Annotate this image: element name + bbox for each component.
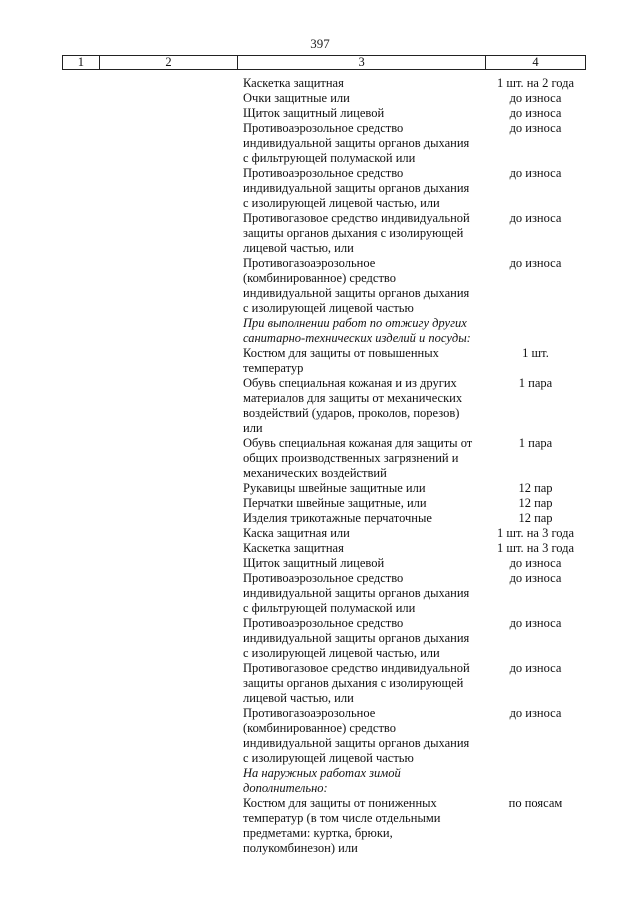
list-item <box>243 106 588 121</box>
item-name-line: с изолирующей лицевой частью, или <box>243 196 440 210</box>
item-norm: 1 пара <box>518 436 553 450</box>
item-norm: до износа <box>509 211 562 225</box>
item-name-line: Перчатки швейные защитные, или <box>243 496 427 510</box>
list-item <box>243 436 588 481</box>
list-item <box>243 706 588 766</box>
item-name <box>243 211 483 256</box>
item-name <box>243 571 483 616</box>
item-norm: 12 пар <box>518 481 553 495</box>
item-name-line: Противогазоаэрозольное <box>243 256 376 270</box>
item-name-line: предметами: куртка, брюки, <box>243 826 393 840</box>
item-name-line: воздействий (ударов, проколов, порезов) <box>243 406 460 420</box>
item-name <box>243 91 483 106</box>
item-norm: 12 пар <box>518 496 553 510</box>
item-name-line: (комбинированное) средство <box>243 721 396 735</box>
item-name-line: При выполнении работ по отжигу других <box>243 316 467 330</box>
item-name <box>243 436 483 481</box>
column-header-1: 1 <box>63 56 100 70</box>
item-name <box>243 511 483 526</box>
item-name-line: механических воздействий <box>243 466 387 480</box>
item-name-line: Противоаэрозольное средство <box>243 166 404 180</box>
item-name <box>243 496 483 511</box>
item-norm: 1 пара <box>518 376 553 390</box>
item-name-line: Щиток защитный лицевой <box>243 106 385 120</box>
item-name <box>243 556 483 571</box>
item-name <box>243 346 483 376</box>
list-item <box>243 511 588 526</box>
item-name-line: температур (в том числе отдельными <box>243 811 441 825</box>
item-norm: до износа <box>509 106 562 120</box>
item-name-line: защиты органов дыхания с изолирующей <box>243 226 464 240</box>
list-item <box>243 211 588 256</box>
list-item <box>243 616 588 661</box>
item-name-line: температур <box>243 361 304 375</box>
item-name-line: с фильтрующей полумаской или <box>243 151 416 165</box>
item-name-line: Противоаэрозольное средство <box>243 616 404 630</box>
list-item <box>243 91 588 106</box>
item-name-line: дополнительно: <box>243 781 328 795</box>
item-name-line: или <box>243 421 263 435</box>
protective-equipment-list <box>243 76 588 856</box>
item-norm: до износа <box>509 661 562 675</box>
list-item <box>243 571 588 616</box>
item-name <box>243 106 483 121</box>
item-norm: до износа <box>509 571 562 585</box>
item-norm: до износа <box>509 121 562 135</box>
section-heading <box>243 316 588 346</box>
item-name-line: индивидуальной защиты органов дыхания <box>243 286 470 300</box>
item-name-line: полукомбинезон) или <box>243 841 358 855</box>
item-name-line: индивидуальной защиты органов дыхания <box>243 586 470 600</box>
item-name-line: Противогазоаэрозольное <box>243 706 376 720</box>
item-name <box>243 166 483 211</box>
item-name-line: с изолирующей лицевой частью <box>243 301 414 315</box>
page-number: 397 <box>310 36 330 51</box>
item-norm: 1 шт. <box>522 346 549 360</box>
item-name <box>243 376 483 436</box>
item-norm: до износа <box>509 706 562 720</box>
list-item <box>243 76 588 91</box>
list-item <box>243 256 588 316</box>
list-item <box>243 481 588 496</box>
item-name-line: Изделия трикотажные перчаточные <box>243 511 432 525</box>
item-name-line: Каска защитная или <box>243 526 350 540</box>
column-header-2: 2 <box>99 56 238 70</box>
item-name-line: индивидуальной защиты органов дыхания <box>243 631 470 645</box>
column-header-3: 3 <box>238 56 486 70</box>
list-item <box>243 166 588 211</box>
item-name-line: Обувь специальная кожаная и из других <box>243 376 457 390</box>
item-name-line: Обувь специальная кожаная для защиты от <box>243 436 473 450</box>
item-name <box>243 121 483 166</box>
item-name <box>243 541 483 556</box>
item-name <box>243 76 483 91</box>
item-name-line: Противогазовое средство индивидуальной <box>243 211 470 225</box>
item-name <box>243 481 483 496</box>
item-name-line: лицевой частью, или <box>243 241 354 255</box>
item-norm: до износа <box>509 556 562 570</box>
list-item <box>243 541 588 556</box>
item-name-line: Противоаэрозольное средство <box>243 121 404 135</box>
item-name-line: Каскетка защитная <box>243 541 344 555</box>
section-heading <box>243 766 588 796</box>
item-name <box>243 796 483 856</box>
section-heading-text <box>243 766 483 796</box>
item-name-line: Костюм для защиты от повышенных <box>243 346 439 360</box>
item-name-line: санитарно-технических изделий и посуды: <box>243 331 471 345</box>
item-name-line: защиты органов дыхания с изолирующей <box>243 676 464 690</box>
column-header-row <box>63 56 586 70</box>
item-name-line: Рукавицы швейные защитные или <box>243 481 426 495</box>
list-item <box>243 796 588 856</box>
item-name-line: Каскетка защитная <box>243 76 344 90</box>
item-name-line: Щиток защитный лицевой <box>243 556 385 570</box>
list-item <box>243 661 588 706</box>
item-name-line: На наружных работах зимой <box>243 766 401 780</box>
item-norm: по поясам <box>508 796 563 810</box>
item-name-line: (комбинированное) средство <box>243 271 396 285</box>
column-header-4: 4 <box>485 56 585 70</box>
item-name-line: Очки защитные или <box>243 91 350 105</box>
item-name <box>243 256 483 316</box>
item-name <box>243 526 483 541</box>
item-name-line: с изолирующей лицевой частью, или <box>243 646 440 660</box>
list-item <box>243 526 588 541</box>
section-heading-text <box>243 316 483 346</box>
item-name-line: индивидуальной защиты органов дыхания <box>243 736 470 750</box>
list-item <box>243 556 588 571</box>
column-header-table <box>62 55 586 70</box>
item-name <box>243 616 483 661</box>
item-norm: 12 пар <box>518 511 553 525</box>
item-norm: до износа <box>509 256 562 270</box>
item-name-line: Противогазовое средство индивидуальной <box>243 661 470 675</box>
item-norm: 1 шт. на 3 года <box>496 526 575 540</box>
item-name-line: материалов для защиты от механических <box>243 391 463 405</box>
item-name-line: Противоаэрозольное средство <box>243 571 404 585</box>
item-name <box>243 661 483 706</box>
item-name-line: с фильтрующей полумаской или <box>243 601 416 615</box>
item-name-line: индивидуальной защиты органов дыхания <box>243 181 470 195</box>
item-norm: до износа <box>509 166 562 180</box>
item-norm: 1 шт. на 2 года <box>496 76 575 90</box>
item-name-line: Костюм для защиты от пониженных <box>243 796 437 810</box>
list-item <box>243 496 588 511</box>
item-name <box>243 706 483 766</box>
item-name-line: общих производственных загрязнений и <box>243 451 459 465</box>
item-norm: до износа <box>509 91 562 105</box>
item-name-line: индивидуальной защиты органов дыхания <box>243 136 470 150</box>
list-item <box>243 346 588 376</box>
list-item <box>243 121 588 166</box>
item-norm: 1 шт. на 3 года <box>496 541 575 555</box>
item-norm: до износа <box>509 616 562 630</box>
item-name-line: лицевой частью, или <box>243 691 354 705</box>
item-name-line: с изолирующей лицевой частью <box>243 751 414 765</box>
list-item <box>243 376 588 436</box>
